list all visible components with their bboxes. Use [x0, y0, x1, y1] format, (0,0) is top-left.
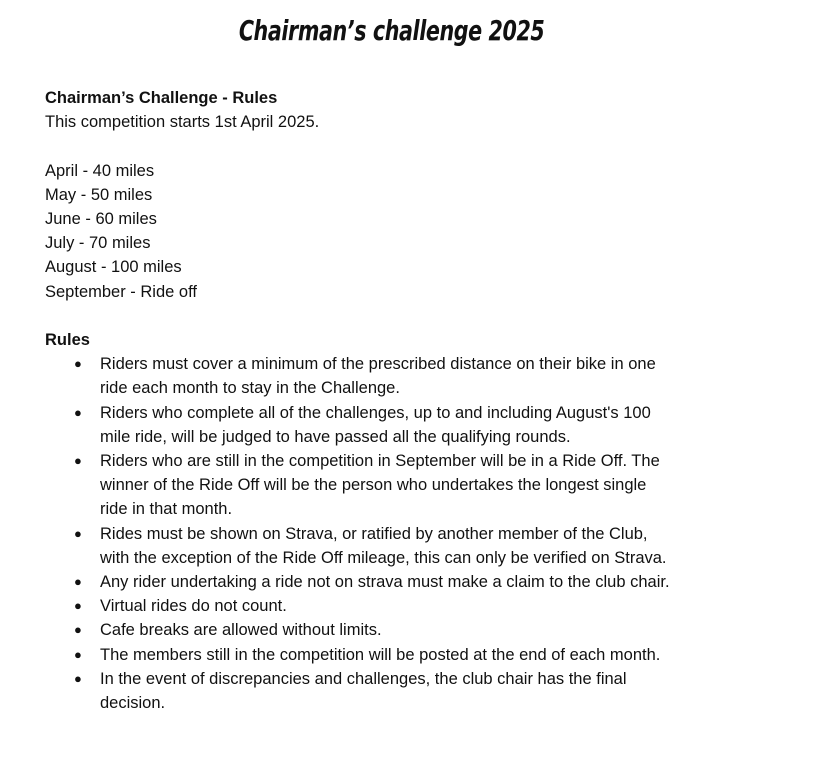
document-body: [45, 86, 785, 715]
rule-text-line: Riders who are still in the competition in September will be in a Ride Off. The: [100, 452, 660, 471]
rule-text-line: Virtual rides do not count.: [100, 597, 287, 616]
rule-item: [45, 352, 785, 400]
rules-list: [45, 352, 785, 715]
rule-item: [45, 522, 785, 570]
bullet-icon: ●: [74, 574, 82, 590]
rule-text-line: mile ride, will be judged to have passed all the qualifying rounds.: [100, 427, 571, 446]
rule-text-line: ride in that month.: [100, 500, 233, 519]
rule-text-line: with the exception of the Ride Off mileage, this can only be verified on Strava.: [100, 548, 667, 567]
spacer: [45, 304, 785, 328]
rule-text-line: The members still in the competition will be posted at the end of each month.: [100, 645, 661, 664]
schedule-item-september: September - Ride off: [45, 282, 197, 301]
rule-text-line: Riders must cover a minimum of the prescribed distance on their bike in one: [100, 355, 656, 374]
rule-item: [45, 570, 785, 594]
rules-heading: Rules: [45, 331, 90, 349]
rule-text-line: In the event of discrepancies and challenges, the club chair has the final: [100, 669, 627, 688]
schedule-item-july: July - 70 miles: [45, 234, 151, 253]
rules-heading-main: Chairman’s Challenge - Rules: [45, 89, 278, 107]
bullet-icon: ●: [74, 670, 82, 686]
rule-item: [45, 643, 785, 667]
bullet-icon: ●: [74, 646, 82, 662]
schedule-item-may: May - 50 miles: [45, 185, 153, 204]
rule-text-line: winner of the Ride Off will be the person who undertakes the longest single: [100, 476, 647, 495]
rule-text-line: decision.: [100, 694, 166, 713]
rule-item: [45, 401, 785, 449]
schedule-item-august: August - 100 miles: [45, 258, 182, 277]
rule-item: [45, 618, 785, 642]
spacer: [45, 134, 785, 158]
rule-text-line: Any rider undertaking a ride not on strava must make a claim to the club chair.: [100, 573, 670, 592]
schedule-list: [45, 159, 785, 304]
rule-text-line: Riders who complete all of the challenges, up to and including August's 100: [100, 403, 651, 422]
bullet-icon: ●: [74, 356, 82, 372]
bullet-icon: ●: [74, 453, 82, 469]
rule-text-line: ride each month to stay in the Challenge.: [100, 379, 400, 398]
schedule-item-june: June - 60 miles: [45, 210, 157, 228]
rule-item: [45, 667, 785, 715]
bullet-icon: ●: [74, 525, 82, 541]
bullet-icon: ●: [74, 622, 82, 638]
rule-item: [45, 449, 785, 522]
bullet-icon: ●: [74, 598, 82, 614]
rule-text-line: Rides must be shown on Strava, or ratified by another member of the Club,: [100, 524, 648, 543]
rule-text-line: Cafe breaks are allowed without limits.: [100, 621, 382, 640]
rule-item: [45, 594, 785, 618]
document-title: Chairman’s challenge 2025: [238, 14, 545, 47]
schedule-item-april: April - 40 miles: [45, 161, 155, 180]
intro-text: This competition starts 1st April 2025.: [45, 113, 320, 132]
bullet-icon: ●: [74, 404, 82, 420]
